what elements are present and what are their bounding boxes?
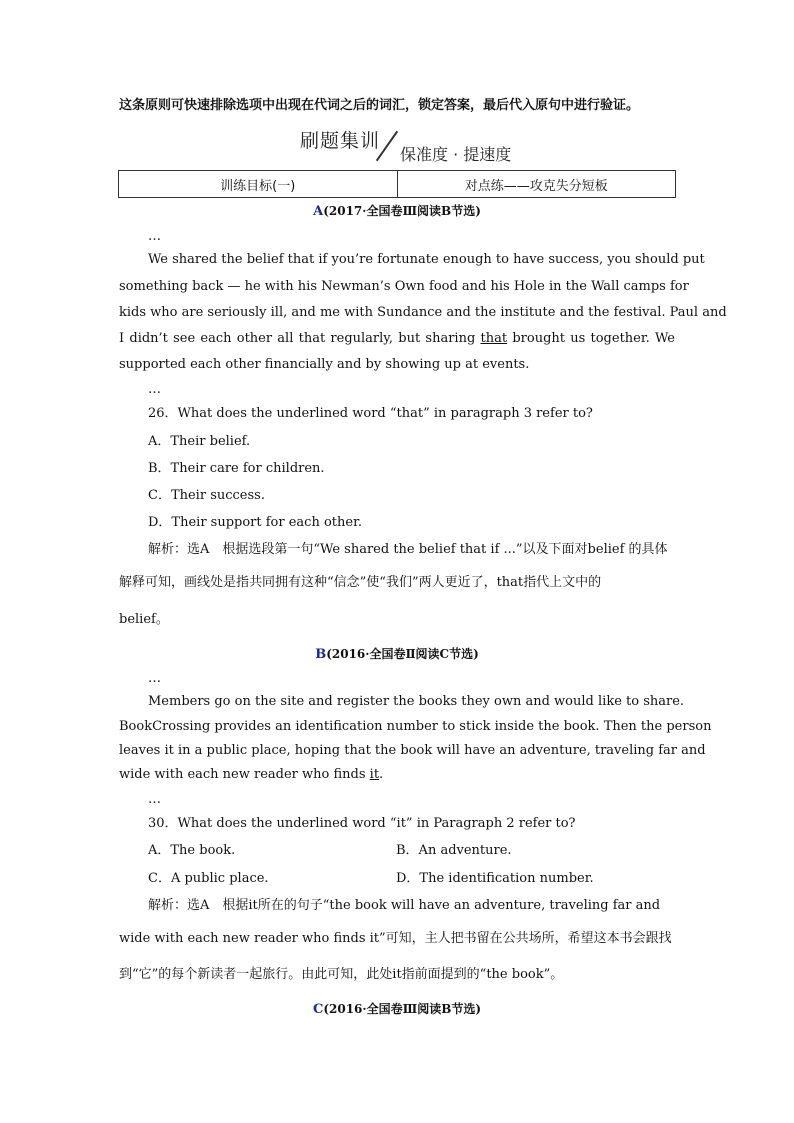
ellipsis: … <box>148 229 161 244</box>
option-a: A．The book. <box>148 843 236 858</box>
analysis-line: 解析：选A 根据选段第一句“We shared the belief that if ...”以及下面对belief 的具体 <box>148 542 668 557</box>
passage-line: leaves it in a public place, hoping that the book will have an adventure, traveling far and <box>119 743 706 758</box>
analysis-line: wide with each new reader who finds it”可知，主人把书留在公共场所，希望这本书会跟找 <box>119 931 672 946</box>
underlined-word: it <box>369 767 380 782</box>
section-b-heading <box>0 645 794 662</box>
practice-banner <box>300 126 530 166</box>
passage-line: something back — he with his Newman’s Own food and his Hole in the Wall camps for <box>119 279 689 294</box>
passage-line: supported each other financially and by showing up at events. <box>119 357 530 372</box>
section-c-heading <box>0 1000 794 1017</box>
header-right: 对点练——攻克失分短板 <box>397 171 676 198</box>
underlined-word: that <box>480 331 508 346</box>
banner-sub: 保准度 · 提速度 <box>400 145 512 164</box>
passage-line: wide with each new reader who finds it. <box>119 767 384 782</box>
header-left: 训练目标(一) <box>119 171 398 198</box>
option-c: C．A public place. <box>148 871 269 886</box>
option-a: A．Their belief. <box>148 434 251 449</box>
passage-line: kids who are seriously ill, and me with Sundance and the institute and the festival. Paul and <box>119 305 727 320</box>
section-c-letter: C <box>312 1002 324 1017</box>
option-d: D．Their support for each other. <box>148 515 362 530</box>
passage-line: BookCrossing provides an identification number to stick inside the book. Then the person <box>119 719 712 734</box>
analysis-line: 解释可知，画线处是指共同拥有这种“信念”使“我们”两人更近了，that指代上文中的 <box>119 575 602 590</box>
section-b-source: (2016·全国卷Ⅱ阅读C节选) <box>326 647 479 661</box>
question: 30．What does the underlined word “it” in Paragraph 2 refer to? <box>148 816 576 831</box>
option-b: B．An adventure. <box>396 843 512 858</box>
ellipsis: … <box>148 671 161 686</box>
passage-line: We shared the belief that if you’re fortunate enough to have success, you should put <box>148 252 705 267</box>
intro-text: 这条原则可快速排除选项中出现在代词之后的词汇，锁定答案，最后代入原句中进行验证。 <box>119 98 640 113</box>
section-b-letter: B <box>315 647 327 662</box>
banner-main: 刷题集训 <box>300 130 381 152</box>
analysis-line: 解析：选A 根据it所在的句子“the book will have an adventure, traveling far and <box>148 898 661 913</box>
option-b: B．Their care for children. <box>148 461 325 476</box>
ellipsis: … <box>148 792 161 807</box>
question: 26．What does the underlined word “that” in paragraph 3 refer to? <box>148 406 593 421</box>
section-a-letter: A <box>313 204 324 219</box>
passage-line: Members go on the site and register the books they own and would like to share. <box>148 694 685 709</box>
option-c: C．Their success. <box>148 488 265 503</box>
ellipsis: … <box>148 382 161 397</box>
option-d: D．The identification number. <box>396 871 594 886</box>
analysis-line: belief。 <box>119 612 169 627</box>
section-c-source: (2016·全国卷Ⅲ阅读B节选) <box>323 1002 482 1016</box>
analysis-line: 到“它”的每个新读者一起旅行。由此可知，此处it指前面提到的“the book”。 <box>119 967 564 982</box>
section-a-source: (2017·全国卷Ⅲ阅读B节选) <box>323 204 481 218</box>
header-table <box>118 170 676 198</box>
passage-line: I didn’t see each other all that regularly, but sharing that brought us together. We <box>119 331 676 346</box>
section-a-heading <box>0 202 794 219</box>
